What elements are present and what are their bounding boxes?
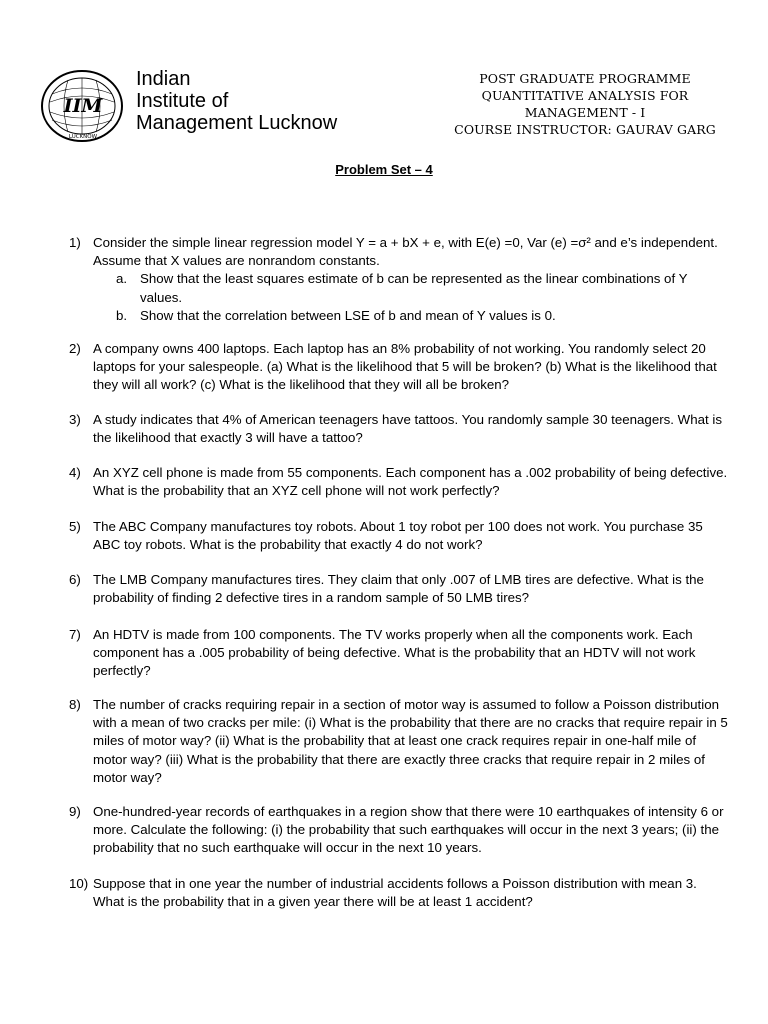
iim-seal-icon (38, 68, 128, 144)
question-number: 6) (69, 572, 81, 587)
question (69, 464, 729, 500)
question-number: 1) (69, 235, 81, 250)
question (69, 626, 729, 681)
institute-name (136, 68, 337, 134)
sub-question (116, 270, 729, 306)
question-number: 10) (69, 876, 89, 891)
question (69, 803, 729, 858)
question-text: Suppose that in one year the number of industrial accidents follows a Poisson distribution with mean 3. What is the probability that in a given year there will be at least 1 accident? (93, 876, 697, 910)
institute-name-line: Indian (136, 68, 191, 90)
question-number: 8) (69, 697, 81, 712)
seal-ring-text: LUCKNOW (68, 134, 98, 140)
question (69, 518, 729, 554)
question-number: 5) (69, 519, 81, 534)
question (69, 234, 729, 325)
question (69, 571, 729, 607)
question-number: 4) (69, 465, 81, 480)
question-text: The ABC Company manufactures toy robots. About 1 toy robot per 100 does not work. You purchase 35 ABC toy robots. What is the probability that exactly 4 do not work? (93, 519, 703, 553)
sub-question (116, 307, 729, 325)
problem-set-title: Problem Set – 4 (335, 162, 433, 177)
programme-info (440, 70, 730, 138)
question-text: An HDTV is made from 100 components. The TV works properly when all the components work. Each component has a .005 probability of being defective. What is the probability that an HDTV will not work perfectly? (93, 627, 696, 679)
question (69, 411, 729, 447)
question-text: Consider the simple linear regression model Y = a + bX + e, with E(e) =0, Var (e) =σ² and e’s independent. Assume that X values are nonrandom constants. (93, 235, 718, 269)
question (69, 696, 729, 787)
sub-question-label: a. (116, 271, 128, 287)
programme-line: MANAGEMENT - I (524, 105, 646, 120)
sub-question-text: Show that the correlation between LSE of b and mean of Y values is 0. (140, 307, 556, 323)
question-number: 9) (69, 804, 81, 819)
programme-line: QUANTITATIVE ANALYSIS FOR (481, 88, 689, 103)
question-text: An XYZ cell phone is made from 55 components. Each component has a .002 probability of being defective. What is the probability that an XYZ cell phone will not work perfectly? (93, 465, 728, 499)
sub-question-text: Show that the least squares estimate of b can be represented as the linear combinations of Y values. (140, 271, 688, 305)
question-text: The LMB Company manufactures tires. They claim that only .007 of LMB tires are defective. What is the probability of finding 2 defective tires in a random sample of 50 LMB tires? (93, 572, 704, 606)
question-number: 7) (69, 627, 81, 642)
programme-line: COURSE INSTRUCTOR: GAURAV GARG (454, 122, 716, 137)
question-text: One-hundred-year records of earthquakes in a region show that there were 10 earthquakes of intensity 6 or more. Calculate the following: (i) the probability that such earthquakes will occur in the next 3 years; (ii) the probability that no such earthquake will occur in the next 10 years. (93, 804, 724, 856)
question (69, 875, 729, 911)
page-title (0, 162, 768, 177)
question-number: 3) (69, 412, 81, 427)
sub-question-label: b. (116, 307, 128, 323)
institute-name-line: Institute of (136, 90, 229, 112)
question-text: The number of cracks requiring repair in a section of motor way is assumed to follow a Poisson distribution with a mean of two cracks per mile: (i) What is the probability that there are no cracks that require repair in 5 miles of motor way? (ii) What is the probability that at least one crack requires repair in one-half mile of motor way? (iii) What is the probability that there are exactly three cracks that require repair in 2 miles of motor way? (93, 697, 728, 785)
institute-logo (38, 66, 368, 146)
question-text: A study indicates that 4% of American teenagers have tattoos. You randomly sample 30 teenagers. What is the likelihood that exactly 3 will have a tattoo? (93, 412, 723, 446)
programme-line: POST GRADUATE PROGRAMME (479, 71, 691, 86)
question (69, 340, 729, 395)
question-text: A company owns 400 laptops. Each laptop has an 8% probability of not working. You randomly select 20 laptops for your salespeople. (a) What is the likelihood that 5 will be broken? (b) What is the likelihood that they will all work? (c) What is the likelihood that they will all be broken? (93, 341, 717, 393)
seal-letters: IIM (63, 95, 103, 117)
question-number: 2) (69, 341, 81, 356)
institute-name-line: Management Lucknow (136, 112, 338, 134)
